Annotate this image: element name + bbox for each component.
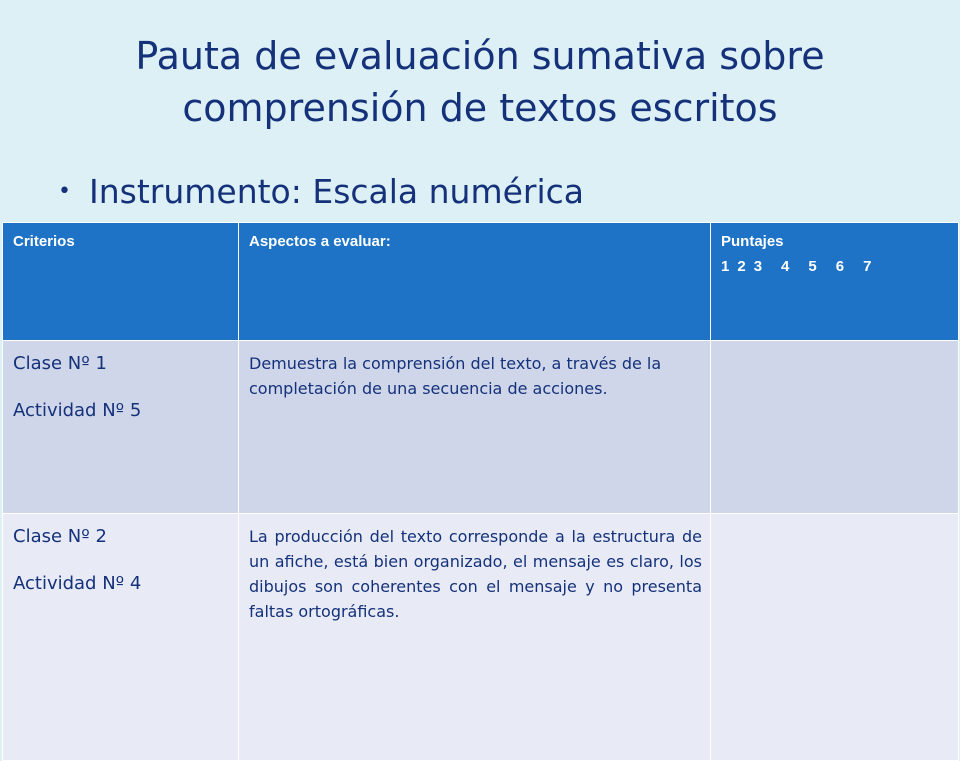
clase-label: Clase Nº 2 [13, 526, 107, 547]
score-scale [721, 258, 948, 275]
title-line-2: comprensión de textos escritos [182, 86, 778, 130]
clase-label: Clase Nº 1 [13, 353, 107, 374]
table-header-row [3, 223, 959, 341]
criterio-cell [3, 514, 239, 761]
puntaje-cell[interactable] [711, 341, 959, 514]
header-criterios: Criterios [3, 223, 239, 341]
scale-value: 1 [721, 258, 730, 275]
header-puntajes [711, 223, 959, 341]
evaluation-table [2, 222, 959, 761]
scale-value: 4 [781, 258, 790, 275]
actividad-label: Actividad Nº 5 [13, 400, 142, 421]
actividad-label: Actividad Nº 4 [13, 573, 142, 594]
scale-value: 7 [863, 258, 872, 275]
scale-value: 3 [753, 258, 763, 275]
puntaje-cell[interactable] [711, 514, 959, 761]
bullet-text: Instrumento: Escala numérica [88, 172, 585, 211]
bullet-dot-icon: • [58, 179, 71, 204]
criterio-cell [3, 341, 239, 514]
scale-value: 6 [835, 258, 845, 275]
bullet-item [58, 172, 584, 211]
header-puntajes-label: Puntajes [721, 233, 784, 250]
aspecto-cell: La producción del texto corresponde a la estructura de un afiche, está bien organizado, el mensaje es claro, los dibujos son coherentes con el mensaje y no presenta faltas ortográficas. [239, 514, 711, 761]
table-row [3, 341, 959, 514]
slide-title [40, 30, 920, 134]
scale-value: 2 [737, 258, 746, 275]
aspecto-cell: Demuestra la comprensión del texto, a través de la completación de una secuencia de acciones. [239, 341, 711, 514]
table-row [3, 514, 959, 761]
scale-value: 5 [808, 258, 817, 275]
title-line-1: Pauta de evaluación sumativa sobre [135, 34, 825, 78]
header-aspectos: Aspectos a evaluar: [239, 223, 711, 341]
